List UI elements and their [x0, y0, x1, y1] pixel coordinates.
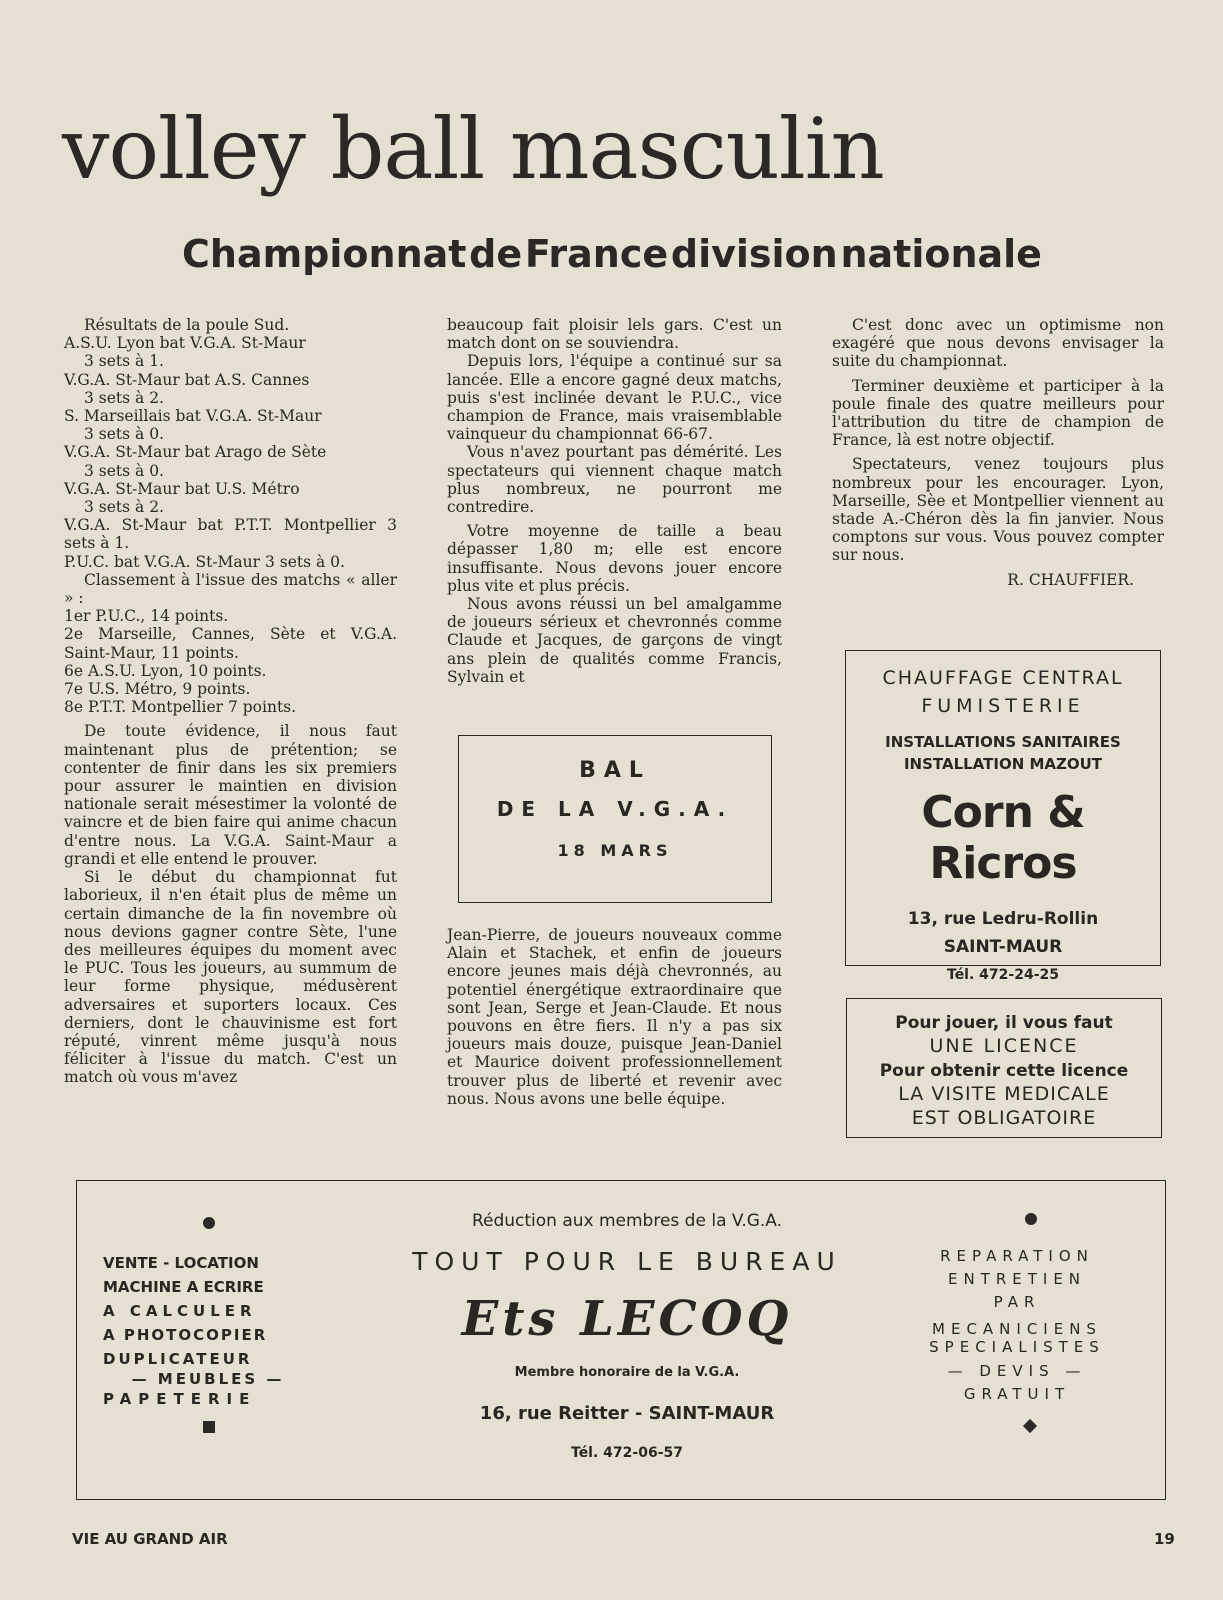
paragraph: De toute évidence, il nous faut maintenant plus de prétention; se contenter de finir dans les six premiers pour assurer le maintien en division nationale serait mésestimer la volonté de vaincre et de bien faire qui anime chacun d'entre nous. La V.G.A. Saint-Maur a grandi et elle entend le prouver. [64, 722, 397, 868]
bal-line2: DE LA V.G.A. [496, 797, 734, 821]
paragraph: Spectateurs, venez toujours plus nombreux pour les encourager. Lyon, Marseille, Sèe et Montpellier viennent au stade A.-Chéron dès la fin janvier. Nous comptons sur vous. Vous pouvez compter sur nous. [832, 455, 1164, 565]
classement-line: 7e U.S. Métro, 9 points. [64, 680, 251, 699]
result-line: V.G.A. St-Maur bat Arago de Sète 3 sets à 0. [64, 443, 327, 480]
lecoq-member: Membre honoraire de la V.G.A. [514, 1365, 740, 1380]
licence-line3: Pour obtenir cette licence [879, 1061, 1129, 1081]
right-item: — DEVIS — [947, 1362, 1087, 1380]
result-line: V.G.A. St-Maur bat U.S. Métro 3 sets à 2. [64, 479, 300, 517]
lecoq-right-list [907, 1245, 1127, 1406]
column-2-top [447, 316, 782, 686]
classement-intro: Classement à l'issue des matchs « aller » : [64, 570, 397, 608]
left-item: — MEUBLES — [131, 1370, 285, 1388]
lecoq-brand: Ets LECOQ [461, 1291, 793, 1347]
right-item: SPECIALISTES [929, 1338, 1105, 1356]
reduction-text: Réduction aux membres de la V.G.A. [471, 1211, 783, 1231]
subtitle-word: nationale [840, 232, 1042, 276]
page-number: 19 [1154, 1530, 1175, 1548]
column-2-bottom [447, 926, 782, 1108]
classement-line: 6e A.S.U. Lyon, 10 points. [64, 661, 267, 680]
paragraph: Depuis lors, l'équipe a continué sur sa lancée. Elle a encore gagné deux matchs, puis s'est inclinée devant le P.U.C., vice champion de France, mais vraisemblable vainqueur du championnat 66-67. [447, 352, 782, 444]
licence-line1: Pour jouer, il vous faut [895, 1013, 1113, 1033]
classement-line: 1er P.U.C., 14 points. [64, 607, 229, 626]
result-line: P.U.C. bat V.G.A. St-Maur 3 sets à 0. [64, 552, 345, 571]
bal-date: 18 MARS [557, 841, 673, 860]
bullet-dot [203, 1217, 215, 1229]
left-item: A CALCULER [103, 1302, 257, 1320]
chauffage-line4: INSTALLATION MAZOUT [903, 755, 1103, 773]
chauffage-line2: FUMISTERIE [921, 695, 1085, 717]
right-item: MECANICIENS [932, 1320, 1102, 1338]
paragraph: Vous n'avez pourtant pas démérité. Les spectateurs qui viennent chaque match plus nombreux, ne pourront me contredire. [447, 443, 782, 517]
left-item: VENTE - LOCATION [103, 1254, 259, 1272]
chauffage-brand: Corn & Ricros [921, 787, 1085, 889]
left-item: MACHINE A ECRIRE [103, 1278, 264, 1296]
right-item: ENTRETIEN [947, 1270, 1087, 1288]
chauffage-ad [845, 650, 1161, 983]
licence-line4: LA VISITE MEDICALE [898, 1083, 1110, 1105]
chauffage-city: SAINT-MAUR [943, 937, 1063, 957]
paragraph: Votre moyenne de taille a beau dépasser 1,80 m; elle est encore insuffisante. Nous devons jouer encore plus vite et plus précis. [447, 522, 782, 595]
column-1 [64, 316, 397, 1087]
paragraph: Si le début du championnat fut laborieux, il n'en était plus de même un certain dimanche de la fin novembre où nous devions gagner contre Sète, l'une des meilleures équipes du moment avec le PUC. Tous les joueurs, au summum de leur forme physique, médusèrent adversaires et suporters locaux. Ces derniers, dont le chauvinisme est fort réputé, vinrent même jusqu'à nous féliciter à l'issue du match. C'est un match où vous m'avez [64, 868, 397, 1087]
result-line: A.S.U. Lyon bat V.G.A. St-Maur 3 sets à 1. [64, 334, 306, 371]
column-3 [832, 316, 1164, 589]
result-line: S. Marseillais bat V.G.A. St-Maur 3 sets à 0. [64, 407, 322, 444]
subtitle-word: Championnat [182, 232, 467, 276]
bullet-dot [1025, 1213, 1037, 1225]
footer-magazine: VIE AU GRAND AIR [72, 1530, 228, 1548]
lecoq-left-list [103, 1251, 313, 1411]
bal-announcement [458, 735, 772, 903]
square-icon [203, 1421, 215, 1433]
paragraph: C'est donc avec un optimisme non exagéré que nous devons envisager la suite du championnat. [832, 316, 1164, 371]
paragraph: Nous avons réussi un bel amalgamme de joueurs sérieux et chevronnés comme Claude et Jacques, de garçons de vingt ans plein de qualités comme Francis, Sylvain et [447, 595, 782, 686]
left-item: DUPLICATEUR [103, 1350, 253, 1368]
chauffage-line1: CHAUFFAGE CENTRAL [882, 667, 1124, 689]
right-item: GRATUIT [963, 1385, 1071, 1403]
chauffage-tel: Tél. 472-24-25 [947, 967, 1059, 983]
lecoq-ad [76, 1180, 1166, 1500]
article-title: volley ball masculin [62, 100, 884, 198]
lecoq-slogan: TOUT POUR LE BUREAU [412, 1247, 842, 1276]
subtitle-word: division [670, 232, 838, 276]
result-line: V.G.A. St-Maur bat A.S. Cannes 3 sets à 2. [64, 370, 310, 407]
paragraph: Terminer deuxième et participer à la poule finale des quatre meilleurs pour l'attribution du titre de champion de France, là est notre objectif. [832, 376, 1164, 450]
subtitle-word: France [524, 232, 669, 276]
lecoq-address: 16, rue Reitter - SAINT-MAUR [479, 1403, 775, 1424]
left-item: A PHOTOCOPIER [103, 1326, 268, 1344]
result-line: V.G.A. St-Maur bat P.T.T. Montpellier 3 sets à 1. [64, 516, 397, 553]
paragraph: beaucoup fait ploisir lels gars. C'est un match dont on se souviendra. [447, 316, 782, 353]
paragraph: Jean-Pierre, de joueurs nouveaux comme Alain et Stachek, et enfin de joueurs encore jeunes mais déjà chevronnés, au potentiel énergétique extraordinaire que sont Jean, Serge et Jean-Claude. Et nous pouvons en être fiers. Il n'y a pas six joueurs mais douze, puisque Jean-Daniel et Maurice doivent professionnellement trouver plus de liberté et revenir avec nous. Nous avons une belle équipe. [447, 926, 782, 1108]
right-item: PAR [993, 1293, 1041, 1311]
results-intro: Résultats de la poule Sud. [84, 316, 290, 334]
signature: R. CHAUFFIER. [1007, 570, 1134, 589]
chauffage-address: 13, rue Ledru-Rollin [907, 909, 1099, 929]
left-item: PAPETERIE [103, 1390, 257, 1408]
licence-line5: EST OBLIGATOIRE [911, 1107, 1097, 1129]
licence-line2: UNE LICENCE [929, 1035, 1079, 1057]
classement-line: 2e Marseille, Cannes, Sète et V.G.A. Saint-Maur, 11 points. [64, 625, 397, 662]
diamond-icon [1023, 1419, 1037, 1433]
right-item: REPARATION [940, 1247, 1094, 1265]
chauffage-line3: INSTALLATIONS SANITAIRES [885, 733, 1121, 751]
licence-notice [846, 998, 1162, 1138]
classement-line: 8e P.T.T. Montpellier 7 points. [64, 698, 297, 717]
bal-line1: BAL [579, 758, 651, 783]
lecoq-tel: Tél. 472-06-57 [571, 1445, 683, 1461]
subtitle-word: de [469, 232, 523, 276]
article-subtitle [182, 232, 1042, 276]
